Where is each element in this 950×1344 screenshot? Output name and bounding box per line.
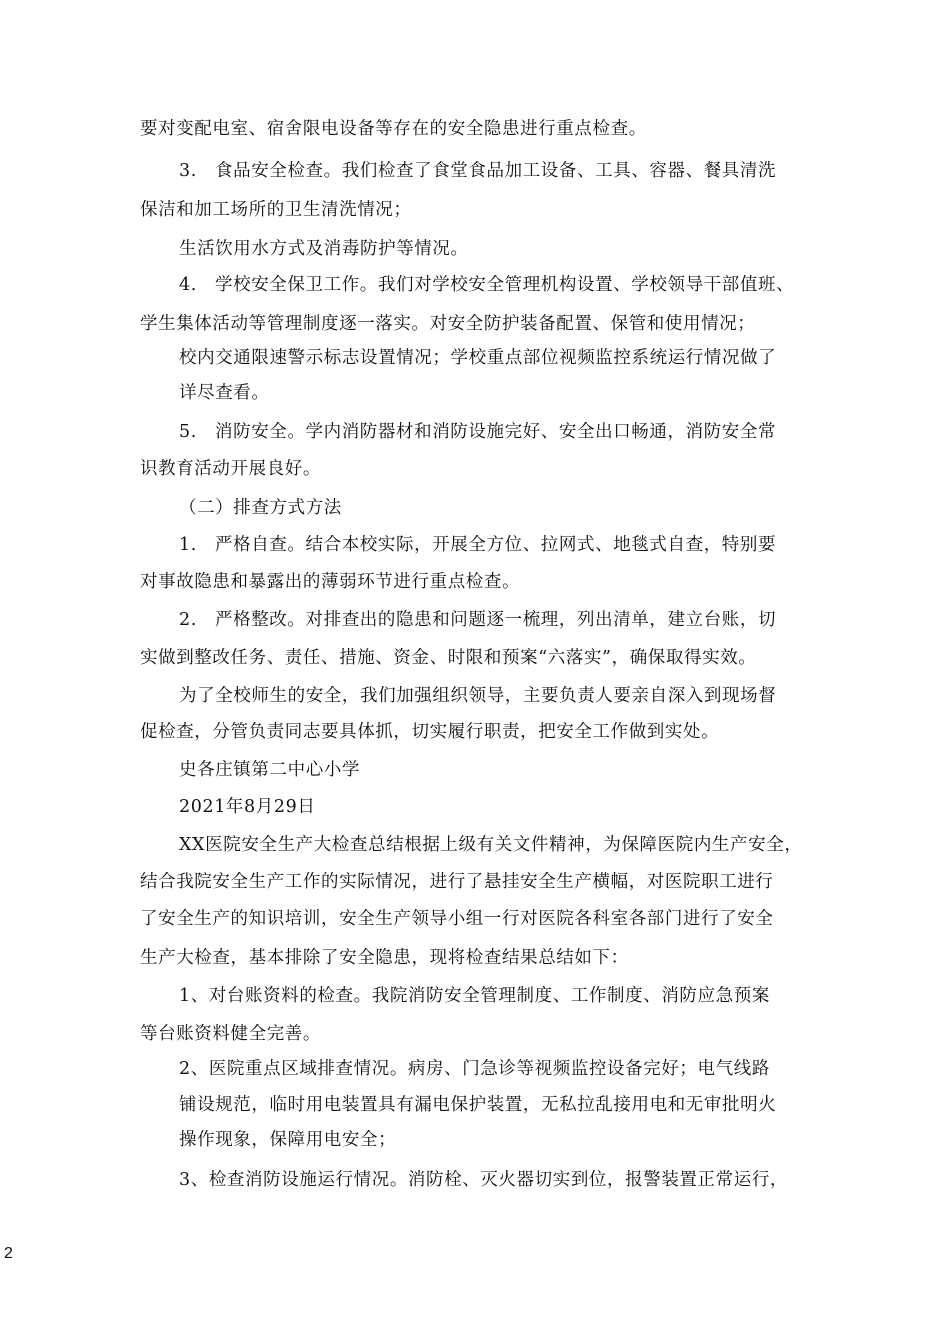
text-line: 5. 消防安全。学内消防器材和消防设施完好、安全出口畅通，消防安全常 bbox=[179, 422, 777, 442]
text-line: 校内交通限速警示标志设置情况；学校重点部位视频监控系统运行情况做了 bbox=[179, 348, 777, 368]
text-line: 识教育活动开展良好。 bbox=[140, 459, 321, 479]
text-line: 结合我院安全生产工作的实际情况，进行了悬挂安全生产横幅，对医院职工进行 bbox=[140, 872, 774, 892]
text-line: XX医院安全生产大检查总结根据上级有关文件精神，为保障医院内生产安全， bbox=[179, 835, 803, 855]
text-line: 生活饮用水方式及消毒防护等情况。 bbox=[179, 239, 469, 259]
text-line: 实做到整改任务、责任、措施、资金、时限和预案“六落实”，确保取得实效。 bbox=[140, 648, 757, 668]
text-line: 3. 食品安全检查。我们检查了食堂食品加工设备、工具、容器、餐具清洗 bbox=[179, 161, 777, 181]
text-line: 铺设规范，临时用电装置具有漏电保护装置，无私拉乱接用电和无审批明火 bbox=[179, 1095, 777, 1115]
text-line: 1. 严格自查。结合本校实际，开展全方位、拉网式、地毯式自查，特别要 bbox=[179, 535, 777, 555]
text-line: 操作现象，保障用电安全； bbox=[179, 1130, 397, 1150]
text-line: 2、医院重点区域排查情况。病房、门急诊等视频监控设备完好；电气线路 bbox=[179, 1059, 770, 1079]
signature-organization: 史各庄镇第二中心小学 bbox=[179, 760, 360, 780]
text-line: 生产大检查，基本排除了安全隐患，现将检查结果总结如下： bbox=[140, 948, 629, 968]
signature-date: 2021年8月29日 bbox=[179, 797, 316, 817]
text-line: 4. 学校安全保卫工作。我们对学校安全管理机构设置、学校领导干部值班、 bbox=[179, 275, 795, 295]
text-line: 2. 严格整改。对排查出的隐患和问题逐一梳理，列出清单，建立台账，切 bbox=[179, 610, 777, 630]
text-line: 1、对台账资料的检查。我院消防安全管理制度、工作制度、消防应急预案 bbox=[179, 986, 770, 1006]
text-line: 要对变配电室、宿舍限电设备等存在的安全隐患进行重点检查。 bbox=[140, 119, 647, 139]
text-line: 为了全校师生的安全，我们加强组织领导，主要负责人要亲自深入到现场督 bbox=[179, 686, 777, 706]
text-line: 了安全生产的知识培训，安全生产领导小组一行对医院各科室各部门进行了安全 bbox=[140, 909, 774, 929]
text-line: 学生集体活动等管理制度逐一落实。对安全防护装备配置、保管和使用情况； bbox=[140, 314, 756, 334]
text-line: 详尽查看。 bbox=[179, 383, 270, 403]
text-line: 对事故隐患和暴露出的薄弱环节进行重点检查。 bbox=[140, 572, 521, 592]
text-line: 促检查，分管负责同志要具体抓，切实履行职责，把安全工作做到实处。 bbox=[140, 722, 720, 742]
text-line: 保洁和加工场所的卫生清洗情况； bbox=[140, 200, 412, 220]
section-heading: （二）排查方式方法 bbox=[179, 498, 342, 518]
text-line: 3、检查消防设施运行情况。消防栓、灭火器切实到位，报警装置正常运行， bbox=[179, 1170, 789, 1190]
page-number: 2 bbox=[4, 1245, 13, 1262]
text-line: 等台账资料健全完善。 bbox=[140, 1024, 321, 1044]
